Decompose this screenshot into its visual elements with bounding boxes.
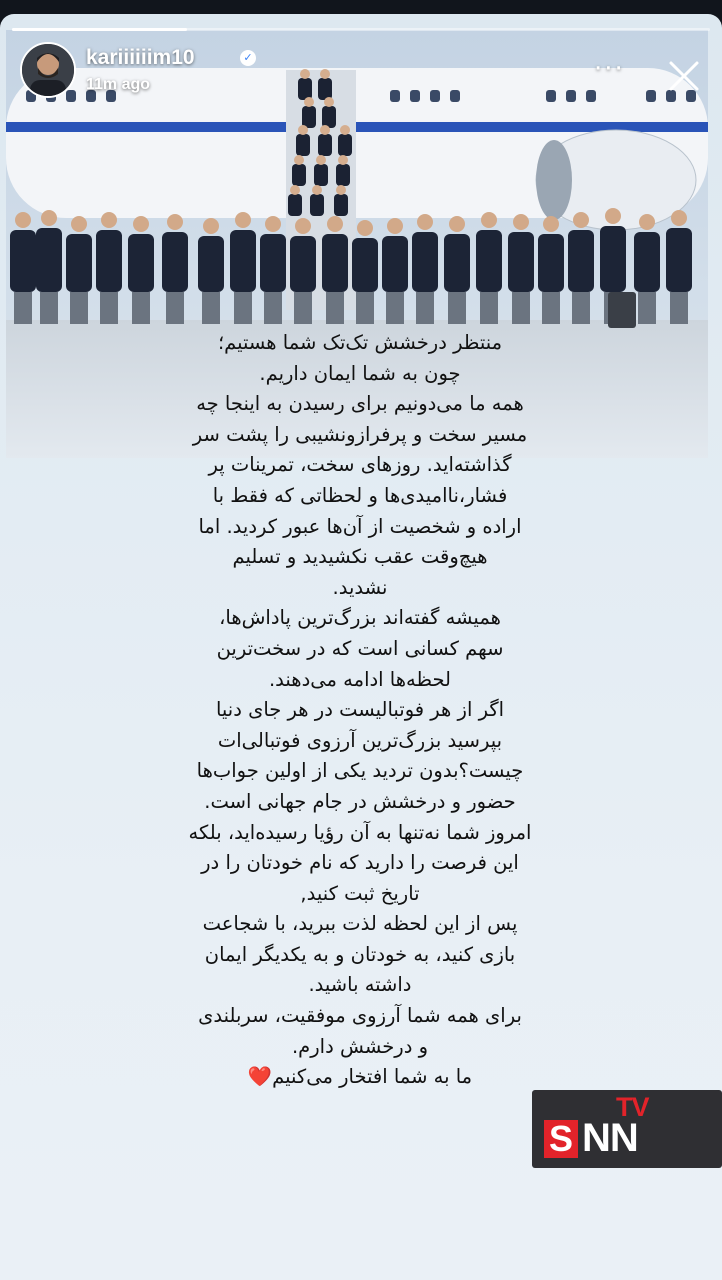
caption-line: بپرسید بزرگ‌ترین آرزوی فوتبالی‌ات — [217, 728, 503, 752]
more-options-icon[interactable]: ··· — [594, 54, 625, 84]
verified-badge-icon: ✓ — [240, 50, 256, 66]
close-icon[interactable] — [666, 58, 702, 94]
caption-line: تاریخ ثبت کنید, — [300, 881, 420, 905]
caption-line: و درخشش دارم. — [291, 1034, 428, 1058]
story-caption — [140, 328, 580, 1093]
caption-line: امروز شما نه‌تنها به آن رؤیا رسیده‌اید، بلکه — [188, 820, 532, 844]
caption-line: لحظه‌ها ادامه می‌دهند. — [268, 667, 451, 691]
caption-line: گذاشته‌اید. روزهای سخت، تمرینات پر — [208, 453, 512, 477]
caption-line: داشته باشید. — [308, 973, 412, 997]
avatar[interactable] — [20, 42, 76, 98]
watermark-nn: NN — [582, 1116, 638, 1160]
caption-line: نشدید. — [332, 575, 388, 599]
caption-line: اراده و شخصیت از آن‌ها عبور کردید. اما — [198, 514, 522, 538]
caption-line: برای همه شما آرزوی موفقیت، سربلندی — [198, 1004, 522, 1028]
caption-line: بازی کنید، به خودتان و به یکدیگر ایمان — [204, 942, 516, 966]
caption-line: منتظر درخشش تک‌تک شما هستیم؛ — [217, 331, 503, 354]
story-progress-fill — [12, 28, 187, 31]
story-header — [20, 42, 702, 106]
caption-line: حضور و درخشش در جام جهانی است. — [204, 789, 516, 813]
caption-line: مسیر سخت و پرفرازونشیبی را پشت سر — [192, 422, 528, 446]
caption-line: اگر از هر فوتبالیست در هر جای دنیا — [215, 698, 505, 722]
username[interactable]: kariiiiiim10 — [86, 46, 195, 69]
snn-tv-watermark — [532, 1090, 722, 1168]
caption-line: این فرصت را دارید که نام خودتان را در — [201, 851, 519, 875]
caption-line: فشار،ناامیدی‌ها و لحظاتی که فقط با — [212, 483, 508, 507]
caption-line: چون به شما ایمان داریم. — [259, 361, 461, 385]
caption-line: ما به شما افتخار می‌کنیم❤️ — [247, 1065, 473, 1089]
caption-line: سهم کسانی است که در سخت‌ترین — [216, 636, 504, 660]
caption-line: چیست؟بدون تردید یکی از اولین جواب‌ها — [196, 759, 524, 783]
watermark-tv: TV — [616, 1092, 649, 1122]
watermark-s: S — [544, 1120, 578, 1158]
caption-line: همه ما می‌دونیم برای رسیدن به اینجا چه — [196, 392, 524, 416]
story-timestamp: 11m ago — [86, 76, 151, 93]
caption-line: پس از این لحظه لذت ببرید، با شجاعت — [202, 912, 518, 936]
caption-line: هیچ‌وقت عقب نکشیدید و تسلیم — [232, 545, 488, 569]
caption-line: همیشه گفته‌اند بزرگ‌ترین پاداش‌ها، — [219, 606, 501, 630]
story-progress-bar — [12, 28, 710, 31]
